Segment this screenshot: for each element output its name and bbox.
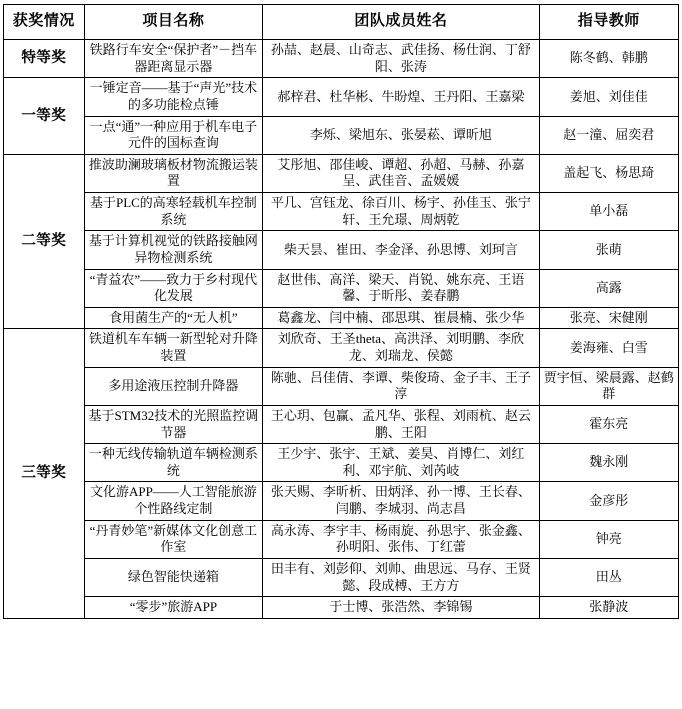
project-name-cell: 基于PLC的高寒轻载机车控制系统 (84, 193, 263, 231)
advisor-cell: 魏永刚 (539, 444, 678, 482)
advisor-cell: 金彦彤 (539, 482, 678, 520)
advisor-cell: 张亮、宋健刚 (539, 307, 678, 329)
column-header-project-name: 项目名称 (84, 5, 263, 40)
team-members-cell: 郝梓君、杜华彬、牛盼煌、王丹阳、王嘉梁 (263, 78, 539, 116)
project-name-cell: 绿色智能快递箱 (84, 558, 263, 596)
advisor-cell: 张静波 (539, 597, 678, 619)
project-name-cell: 一锤定音——基于“声光”技术的多功能检点锤 (84, 78, 263, 116)
advisor-cell: 姜海雍、白雪 (539, 329, 678, 367)
team-members-cell: 柴天昙、崔田、李金泽、孙思博、刘珂言 (263, 231, 539, 269)
project-name-cell: 推波助澜玻璃板材物流搬运装置 (84, 154, 263, 192)
table-header (4, 5, 679, 40)
team-members-cell: 王心玥、包赢、孟凡华、张程、刘雨杭、赵云鹏、王阳 (263, 405, 539, 443)
team-members-cell: 田丰有、刘彭仰、刘帅、曲思远、马存、王贤懿、段成榑、王方方 (263, 558, 539, 596)
advisor-cell: 单小磊 (539, 193, 678, 231)
table-row (4, 482, 679, 520)
advisor-cell: 田丛 (539, 558, 678, 596)
project-name-cell: 基于STM32技术的光照监控调节器 (84, 405, 263, 443)
table-row (4, 307, 679, 329)
table-row (4, 367, 679, 405)
advisor-cell: 盖起飞、杨思琦 (539, 154, 678, 192)
table-row (4, 231, 679, 269)
team-members-cell: 于士博、张浩然、李锦锡 (263, 597, 539, 619)
project-name-cell: 文化游APP——人工智能旅游个性路线定制 (84, 482, 263, 520)
team-members-cell: 高永涛、李宇丰、杨雨旋、孙思宇、张金鑫、孙明阳、张伟、丁红蕾 (263, 520, 539, 558)
award-level-cell: 特等奖 (4, 40, 85, 78)
project-name-cell: 铁路行车安全“保护者”－挡车器距离显示器 (84, 40, 263, 78)
table-row (4, 520, 679, 558)
award-level-cell: 三等奖 (4, 329, 85, 618)
table-row (4, 78, 679, 116)
award-level-cell: 二等奖 (4, 154, 85, 329)
table-row (4, 558, 679, 596)
table-row (4, 269, 679, 307)
project-name-cell: 铁道机车车辆一新型轮对升降装置 (84, 329, 263, 367)
advisor-cell: 钟亮 (539, 520, 678, 558)
advisor-cell: 霍东亮 (539, 405, 678, 443)
project-name-cell: “丹青妙笔”新媒体文化创意工作室 (84, 520, 263, 558)
team-members-cell: 李烁、梁旭东、张晏菘、谭昕旭 (263, 116, 539, 154)
team-members-cell: 刘欣奇、王圣theta、高洪泽、刘明鹏、李欣龙、刘瑞龙、侯懿 (263, 329, 539, 367)
team-members-cell: 王少宇、张宇、王斌、姜昊、肖博仁、刘红利、邓宇航、刘芮岐 (263, 444, 539, 482)
column-header-team-members: 团队成员姓名 (263, 5, 539, 40)
project-name-cell: “零步”旅游APP (84, 597, 263, 619)
advisor-cell: 高露 (539, 269, 678, 307)
table-row (4, 154, 679, 192)
table-row (4, 329, 679, 367)
project-name-cell: 一点“通”一种应用于机车电子元件的国标查询 (84, 116, 263, 154)
team-members-cell: 葛鑫龙、闫中楠、邵思琪、崔晨楠、张少华 (263, 307, 539, 329)
team-members-cell: 赵世伟、高洋、梁天、肖锐、姚东亮、王语馨、于昕彤、姜春鹏 (263, 269, 539, 307)
column-header-award-level: 获奖情况 (4, 5, 85, 40)
team-members-cell: 陈驰、吕佳倩、李谭、柴俊琦、金子丰、王子淳 (263, 367, 539, 405)
team-members-cell: 孙喆、赵晨、山奇志、武佳扬、杨仕润、丁舒阳、张涛 (263, 40, 539, 78)
table-header-row (4, 5, 679, 40)
project-name-cell: “青益农”——致力于乡村现代化发展 (84, 269, 263, 307)
award-level-cell: 一等奖 (4, 78, 85, 155)
award-table (3, 4, 679, 619)
table-row (4, 40, 679, 78)
team-members-cell: 平几、宫钰龙、徐百川、杨宇、孙佳玉、张宁轩、王允璟、周炳乾 (263, 193, 539, 231)
column-header-advisor: 指导教师 (539, 5, 678, 40)
project-name-cell: 食用菌生产的“无人机” (84, 307, 263, 329)
advisor-cell: 陈冬鹤、韩鹏 (539, 40, 678, 78)
team-members-cell: 张天赐、李昕析、田炳泽、孙一博、王长春、闫鹏、李城羽、尚志昌 (263, 482, 539, 520)
table-row (4, 405, 679, 443)
table-body (4, 40, 679, 619)
advisor-cell: 张萌 (539, 231, 678, 269)
advisor-cell: 贾宇恒、梁晨露、赵鹤群 (539, 367, 678, 405)
advisor-cell: 赵一潼、屈奕君 (539, 116, 678, 154)
table-row (4, 597, 679, 619)
advisor-cell: 姜旭、刘佳佳 (539, 78, 678, 116)
project-name-cell: 基于计算机视觉的铁路接触网异物检测系统 (84, 231, 263, 269)
team-members-cell: 艾彤旭、邵佳峻、谭超、孙超、马赫、孙嘉呈、武佳音、孟媛媛 (263, 154, 539, 192)
table-row (4, 193, 679, 231)
table-row (4, 444, 679, 482)
project-name-cell: 多用途液压控制升降器 (84, 367, 263, 405)
table-row (4, 116, 679, 154)
project-name-cell: 一种无线传输轨道车辆检测系统 (84, 444, 263, 482)
